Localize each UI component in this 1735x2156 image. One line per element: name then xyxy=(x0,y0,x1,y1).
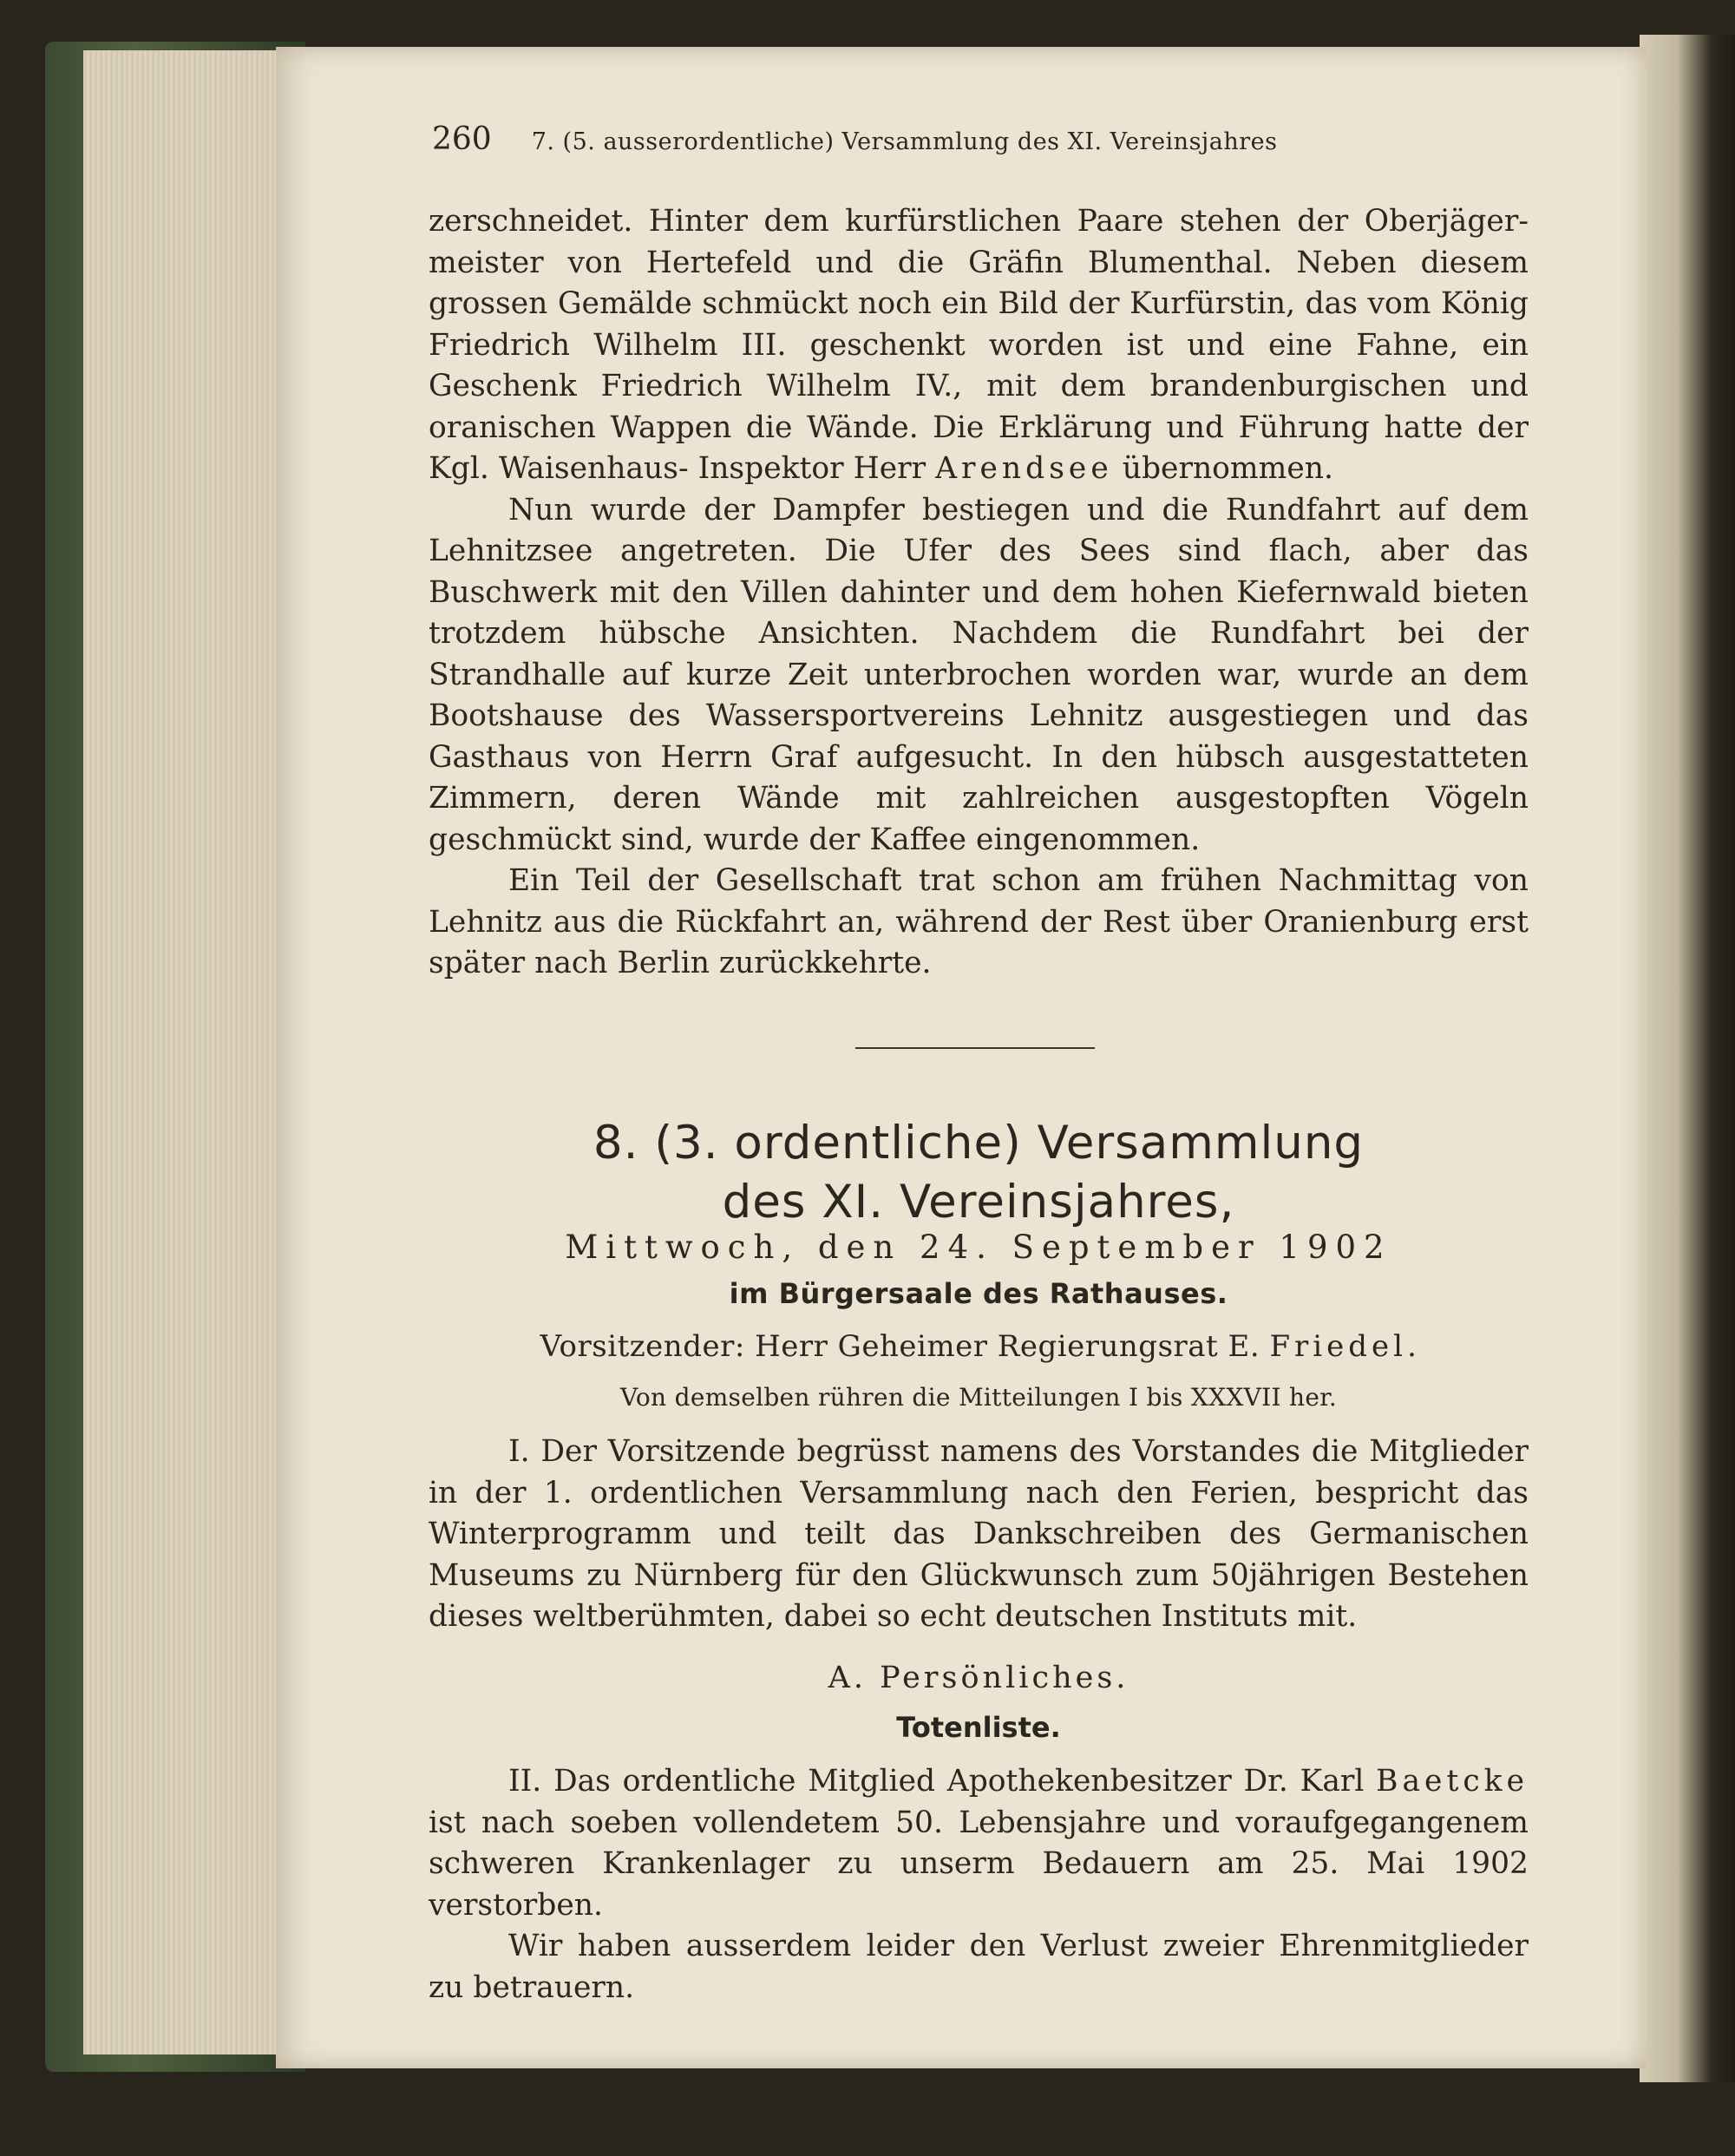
meeting-heading-line-2: des XI. Vereinsjahres, xyxy=(722,1176,1235,1229)
book-page xyxy=(276,47,1647,2068)
item-1-paragraph: I. Der Vorsitzende begrüsst namens des Vorstandes die Mitglieder in der 1. ordentlichen Versammlung nach den Ferien, bespricht das Winterprogramm und teilt das Dankschreiben des Germanischen Museums zu Nürnberg für den Glückwunsch zum 50jährigen Bestehen dieses weltberühmten, dabei so echt deutschen Instituts mit. xyxy=(429,1434,1529,1634)
item-1-section xyxy=(429,1432,1529,1638)
section-divider xyxy=(855,1047,1095,1049)
item-2-paragraph: II. Das ordentliche Mitglied Apothekenbesitzer Dr. Karl Baetcke ist nach soeben vollendetem 50. Lebensjahre und voraufgegangenem schweren Krankenlager zu unserm Bedauern am 25. Mai 1902 verstorben. xyxy=(429,1764,1529,1923)
meeting-heading xyxy=(429,1114,1529,1232)
paragraph-steamer-tour: Nun wurde der Dampfer bestiegen und die Rundfahrt auf dem Lehnitzsee angetreten. Die Ufer des Sees sind flach, aber das Buschwerk mit den Villen dahinter und dem hohen Kiefernwald bieten trotzdem hübsche Ansichten. Nachdem die Rundfahrt bei der Strandhalle auf kurze Zeit unterbrochen worden war, wurde an dem Bootshause des Wassersportvereins Lehnitz ausgestiegen und das Gasthaus von Herrn Graf aufgesucht. In den hübsch ausgestatteten Zimmern, deren Wände mit zahlreichen ausgestopften Vögeln geschmückt sind, wurde der Kaffee eingenommen. xyxy=(429,492,1529,857)
page-number: 260 xyxy=(432,121,492,157)
top-section xyxy=(429,201,1529,985)
person-name: Arendsee xyxy=(935,451,1113,486)
meeting-heading-line-1: 8. (3. ordentliche) Versammlung xyxy=(593,1117,1365,1170)
meeting-date: Mittwoch, den 24. September 1902 xyxy=(565,1229,1392,1266)
person-name: Friedel xyxy=(1269,1329,1408,1364)
right-page-edge xyxy=(1640,35,1735,2082)
meeting-note: Von demselben rühren die Mitteilungen I bis XXXVII her. xyxy=(619,1383,1338,1412)
paragraph-continuation: zerschneidet. Hinter dem kurfürstlichen Paare stehen der Oberjäger- meister von Hertefeld und die Gräfin Blumenthal. Neben diesem grossen Gemälde schmückt noch ein Bild der Kurfürstin, das vom König Friedrich Wilhelm III. geschenkt worden ist und eine Fahne, ein Geschenk Friedrich Wilhelm IV., mit dem brandenburgischen und oranischen Wappen die Wände. Die Erklärung und Führung hatte der Kgl. Waisenhaus- Inspektor Herr Arendsee übernommen. xyxy=(429,204,1529,486)
running-title: 7. (5. ausserordentliche) Versammlung des XI. Vereinsjahres xyxy=(531,128,1278,155)
page-header xyxy=(432,121,1525,174)
paragraph-return-trip: Ein Teil der Gesellschaft trat schon am frühen Nachmittag von Lehnitz aus die Rückfahrt an, während der Rest über Oranienburg erst später nach Berlin zurückkehrte. xyxy=(429,863,1529,980)
person-name: Baetcke xyxy=(1376,1764,1529,1799)
section-a-heading: A. Persönliches. xyxy=(828,1661,1129,1695)
meeting-chair: Vorsitzender: Herr Geheimer Regierungsrat E. Friedel. xyxy=(540,1329,1417,1364)
obituary-section xyxy=(429,1761,1529,2009)
page-stack-edge xyxy=(83,50,300,2054)
subsection-heading: Totenliste. xyxy=(896,1711,1061,1744)
item-3-paragraph: Wir haben ausserdem leider den Verlust zweier Ehrenmitglieder zu betrauern. xyxy=(429,1929,1529,2005)
meeting-location: im Bürgersaale des Rathauses. xyxy=(729,1277,1228,1310)
